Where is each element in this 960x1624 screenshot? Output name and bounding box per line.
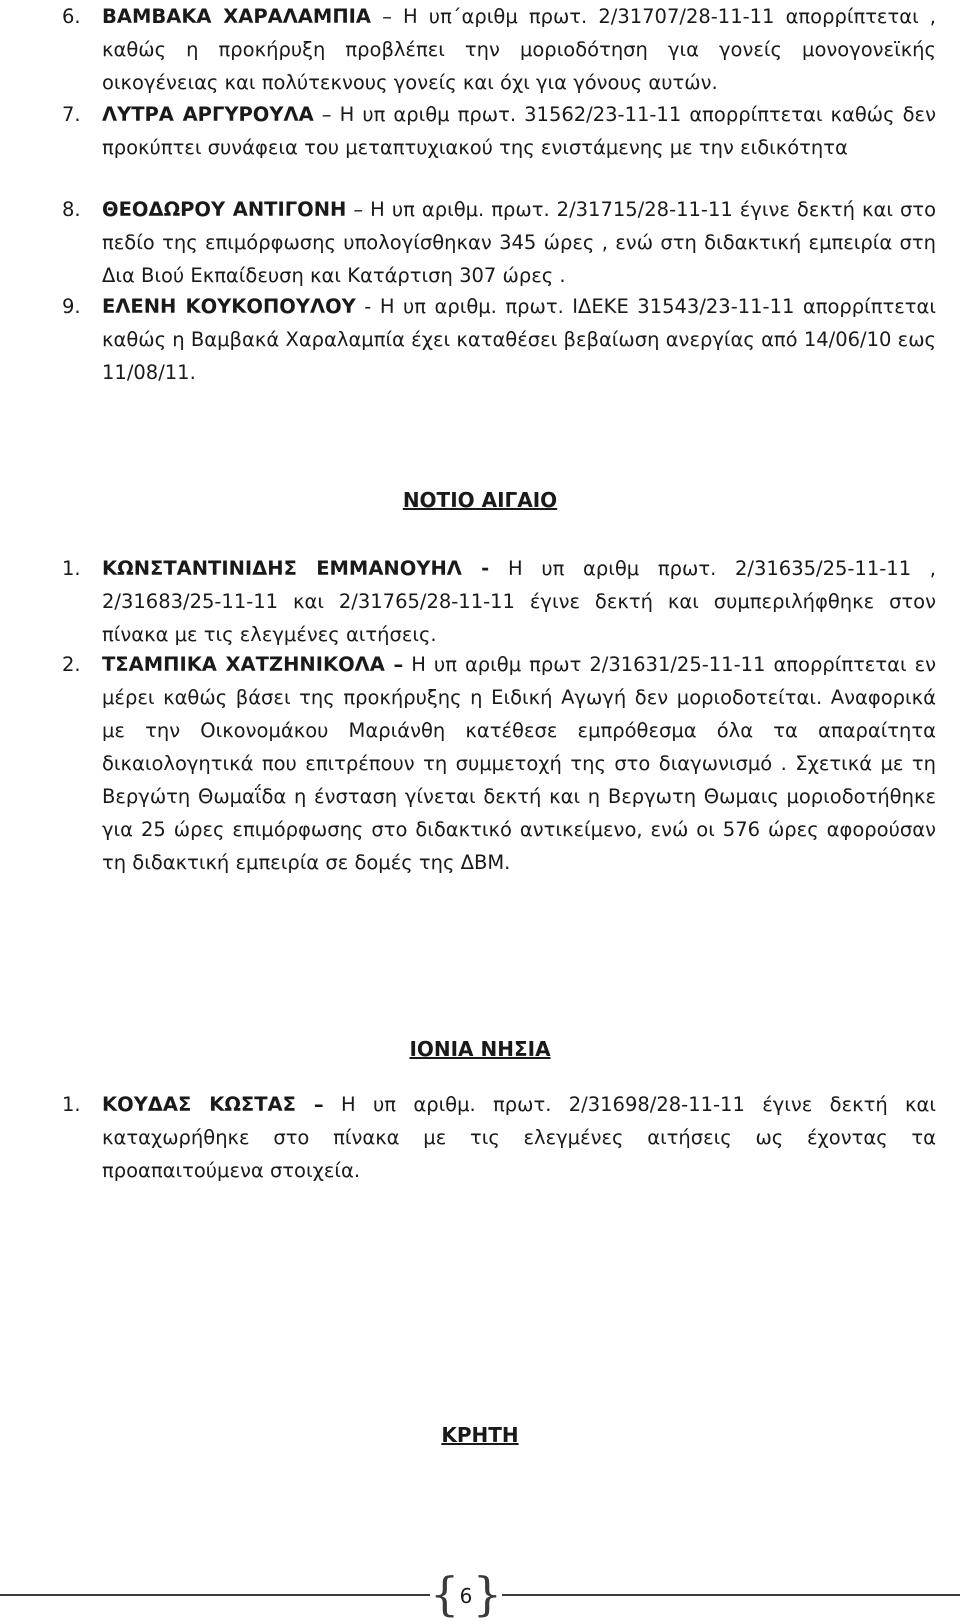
item-body [102,98,936,164]
item-number: 2. [62,653,81,676]
item-name: ΒΑΜΒΑΚΑ ΧΑΡΑΛΑΜΠΙΑ [102,5,371,28]
page-number-box [430,1567,502,1624]
item-name: ΚΩΝΣΤΑΝΤΙΝΙΔΗΣ ΕΜΜΑΝΟΥΗΛ - [102,557,490,580]
item-text: Η υπ αριθμ. πρωτ. 2/31698/28-11-11 έγινε δεκτή και καταχωρήθηκε στο πίνακα με τις ελεγμένες αιτήσεις ως έχοντας τα προαπαιτούμενα στοιχεία. [102,1093,936,1182]
item-text: – Η υπ΄αριθμ πρωτ. 2/31707/28-11-11 απορρίπτεται , καθώς η προκήρυξη προβλέπει την μοριοδότηση για γονείς μονογονεϊκής οικογένειας και πολύτεκνους γονείς και όχι για γόνους αυτών. [102,5,936,94]
item-text: – Η υπ αριθμ πρωτ. 31562/23-11-11 απορρίπτεται καθώς δεν προκύπτει συνάφεια του μεταπτυχιακού της ενιστάμενης με την ειδικότητα [102,103,936,159]
item-body [102,193,936,292]
item-number: 1. [62,1093,81,1116]
section-heading-kriti: ΚΡΗΤΗ [441,1423,519,1447]
left-brace-icon: { [430,1567,460,1621]
item-body [102,1088,936,1187]
section-heading-notio-aigaio: ΝΟΤΙΟ ΑΙΓΑΙΟ [402,488,558,512]
list-item [62,552,936,651]
item-text: - Η υπ αριθμ. πρωτ. ΙΔΕΚΕ 31543/23-11-11 απορρίπτεται καθώς η Βαμβακά Χαραλαμπία έχει καταθέσει βεβαίωση ανεργίας από 14/06/10 εως 11/08/11. [102,295,936,384]
item-body [102,648,936,879]
page-footer [0,1567,960,1621]
item-number: 1. [62,557,81,580]
list-item [62,98,936,164]
list-item [62,1088,936,1187]
section-heading-ionia-nisia: ΙΟΝΙΑ ΝΗΣΙΑ [409,1037,551,1061]
item-name: ΛΥΤΡΑ ΑΡΓΥΡΟΥΛΑ [102,103,314,126]
page-number: 6 [459,1584,473,1608]
item-body [102,0,936,99]
item-body [102,552,936,651]
item-name: ΚΟΥΔΑΣ ΚΩΣΤΑΣ – [102,1093,324,1116]
item-number: 6. [62,5,81,28]
list-item [62,0,936,99]
list-item [62,290,936,389]
item-name: ΕΛΕΝΗ ΚΟΥΚΟΠΟΥΛΟΥ [102,295,356,318]
item-number: 9. [62,295,81,318]
item-body [102,290,936,389]
item-number: 8. [62,198,81,221]
item-number: 7. [62,103,81,126]
list-item [62,648,936,879]
item-name: ΘΕΟΔΩΡΟΥ ΑΝΤΙΓΟΝΗ [102,198,347,221]
item-text: – Η υπ αριθμ. πρωτ. 2/31715/28-11-11 έγινε δεκτή και στο πεδίο της επιμόρφωσης υπολογίσθηκαν 345 ώρες , ενώ στη διδακτική εμπειρία στη Δια Βιού Εκπαίδευση και Κατάρτιση 307 ώρες . [102,198,936,287]
list-item [62,193,936,292]
item-text: Η υπ αριθμ πρωτ. 2/31635/25-11-11 , 2/31683/25-11-11 και 2/31765/28-11-11 έγινε δεκτή και συμπεριλήφθηκε στον πίνακα με τις ελεγμένες αιτήσεις. [102,557,937,646]
item-name: ΤΣΑΜΠΙΚΑ ΧΑΤΖΗΝΙΚΟΛΑ – [102,653,404,676]
right-brace-icon: } [472,1567,502,1621]
item-text: Η υπ αριθμ πρωτ 2/31631/25-11-11 απορρίπτεται εν μέρει καθώς βάσει της προκήρυξης η Ειδική Αγωγή δεν μοριοδοτείται. Αναφορικά με την Οικονομάκου Μαριάνθη κατέθεσε εμπρόθεσμα όλα τα απαραίτητα δικαιολογητικά που επιτρέπουν τη συμμετοχή της στο διαγωνισμό . Σχετικά με τη Βεργώτη Θωμαΐδα η ένσταση γίνεται δεκτή και η Βεργωτη Θωμαις μοριοδοτήθηκε για 25 ώρες επιμόρφωσης στο διδακτικό αντικείμενο, ενώ οι 576 ώρες αφορούσαν τη διδακτική εμπειρία σε δομές της ΔΒΜ. [102,653,936,874]
